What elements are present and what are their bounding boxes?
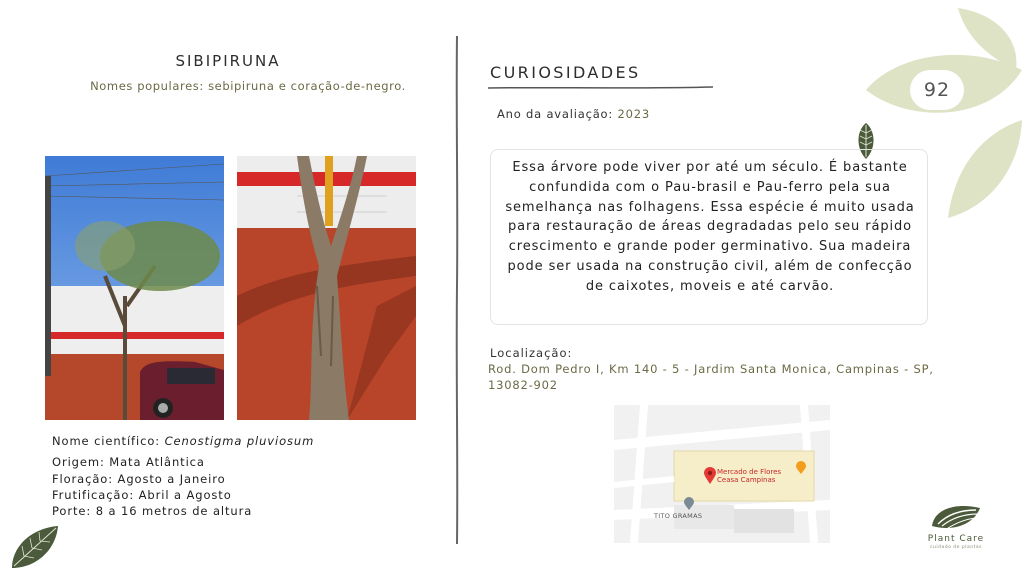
location-label: Localização: <box>490 346 573 360</box>
place-name <box>717 468 781 484</box>
scientific-name-value: Cenostigma pluviosum <box>164 434 315 448</box>
size: Porte: 8 a 16 metros de altura <box>52 504 253 518</box>
curiosities-title: CURIOSIDADES <box>490 63 641 82</box>
street-label: TITO GRAMAS <box>654 512 703 520</box>
plant-care-logo-icon <box>930 502 982 532</box>
leaf-icon <box>8 522 62 572</box>
location-map[interactable] <box>614 405 830 543</box>
place-name-line1: Mercado de Flores <box>717 468 782 476</box>
street-marker-icon <box>684 497 694 511</box>
curiosities-text: Essa árvore pode viver por até um século. É bastante confundida com o Pau-brasil e Pau-ferro pela sua semelhança nas folhagens. Essa espécie é muito usada para restauração de áreas degradadas pelo seu rápido crescimento e grande poder germinativo. Sua madeira pode ser usada na construção civil, além de confecção de caixotes, moveis e até carvão. <box>505 160 915 294</box>
tree-photo-2 <box>237 156 416 420</box>
logo-tagline: cuidado de plantas <box>930 545 982 550</box>
title-underline <box>488 85 713 91</box>
place-name-line2: Ceasa Campinas <box>717 476 776 484</box>
origin: Origem: Mata Atlântica <box>52 455 205 469</box>
evaluation-year <box>497 107 650 121</box>
tree-photo-1 <box>45 156 224 420</box>
page-number: 92 <box>910 70 964 110</box>
year-label: Ano da avaliação: <box>497 107 618 121</box>
divider <box>455 36 459 544</box>
food-marker-icon <box>796 461 806 475</box>
fruiting: Frutificação: Abril a Agosto <box>52 488 232 502</box>
location-pin-icon <box>704 467 716 485</box>
scientific-name-label: Nome científico: <box>52 434 165 448</box>
scientific-name <box>52 434 314 448</box>
logo-name: Plant Care <box>927 534 985 544</box>
flowering: Floração: Agosto a Janeiro <box>52 472 226 486</box>
year-value: 2023 <box>617 107 650 121</box>
location-address: Rod. Dom Pedro I, Km 140 - 5 - Jardim Santa Monica, Campinas - SP, 13082-902 <box>488 362 934 392</box>
species-title: SIBIPIRUNA <box>175 52 281 70</box>
popular-names: Nomes populares: sebipiruna e coração-de-negro. <box>90 79 406 93</box>
